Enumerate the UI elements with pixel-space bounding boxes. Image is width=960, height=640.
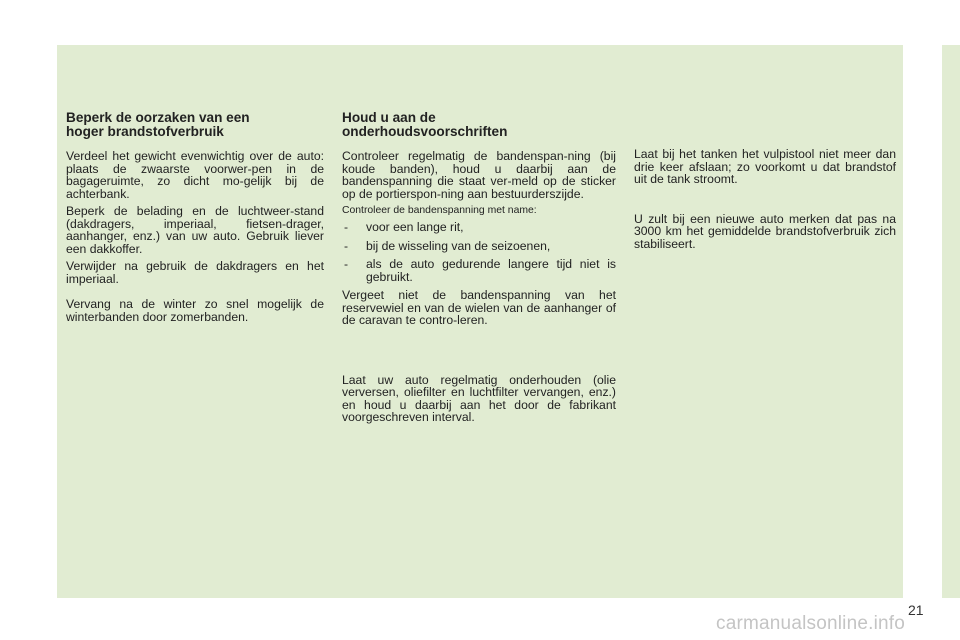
column-maintenance — [342, 111, 616, 429]
list-item: - voor een lange rit, — [344, 220, 464, 234]
paragraph-weight-distribution: Verdeel het gewicht evenwichtig over de auto: plaats de zwaarste voorwer-pen in de bagageruimte, zo dicht mo-gelijk bij de achterbank. — [66, 149, 324, 201]
heading-fuel-consumption-line1: Beperk de oorzaken van een — [66, 110, 250, 125]
column-refuelling — [634, 148, 896, 255]
watermark-text: carmanualsonline.info — [716, 613, 906, 634]
column-fuel-consumption — [66, 111, 324, 328]
paragraph-check-pressure-note: Controleer de bandenspanning met name: — [342, 205, 537, 216]
paragraph-new-car-consumption: U zult bij een nieuwe auto merken dat pas na 3000 km het gemiddelde brandstofverbruik zich stabiliseert. — [634, 211, 896, 251]
list-item-text: bij de wisseling van de seizoenen, — [366, 238, 551, 253]
paragraph-remove-roof-rack: Verwijder na gebruik de dakdragers en het imperiaal. — [66, 259, 324, 286]
spacer — [342, 332, 616, 374]
side-tab-strip — [942, 45, 960, 598]
list-pressure-checks — [342, 221, 616, 283]
spacer — [634, 191, 896, 213]
paragraph-fuel-nozzle: Laat bij het tanken het vulpistool niet meer dan drie keer afslaan; zo voorkomt u dat brandstof uit de tank stroomt. — [634, 147, 896, 186]
heading-fuel-consumption — [66, 111, 324, 139]
list-item: - bij de wisseling van de seizoenen, — [344, 238, 551, 253]
heading-maintenance-line2: onderhoudsvoorschriften — [342, 124, 508, 139]
paragraph-load-resistance: Beperk de belading en de luchtweer-stand (dakdragers, imperiaal, fietsen-drager, aanhanger, enz.) van uw auto. Gebruik liever een dakkoffer. — [66, 204, 324, 256]
list-item-text: voor een lange rit, — [366, 220, 464, 234]
list-item: - als de auto gedurende langere tijd niet is gebruikt. — [344, 257, 616, 284]
paragraph-replace-tyres: Vervang na de winter zo snel mogelijk de winterbanden door zomerbanden. — [66, 297, 324, 324]
paragraph-tyre-pressure: Controleer regelmatig de bandenspan-ning (bij koude banden), houd u daarbij aan de bandenspanning die staat ver-meld op de sticker op de portierspon-ning aan bestuurderszijde. — [342, 149, 616, 201]
page-number: 21 — [908, 602, 924, 618]
heading-maintenance-line1: Houd u aan de — [342, 110, 436, 125]
heading-maintenance — [342, 111, 616, 139]
heading-fuel-consumption-line2: hoger brandstofverbruik — [66, 124, 224, 139]
list-item-text: als de auto gedurende langere tijd niet is gebruikt. — [366, 257, 616, 284]
paragraph-spare-wheel: Vergeet niet de bandenspanning van het reservewiel en van de wielen van de aanhanger of de caravan te contro-leren. — [342, 288, 616, 327]
paragraph-regular-service: Laat uw auto regelmatig onderhouden (olie verversen, oliefilter en luchtfilter vervangen, enz.) en houd u daarbij aan het door de fabrikant voorgeschreven interval. — [342, 372, 616, 424]
